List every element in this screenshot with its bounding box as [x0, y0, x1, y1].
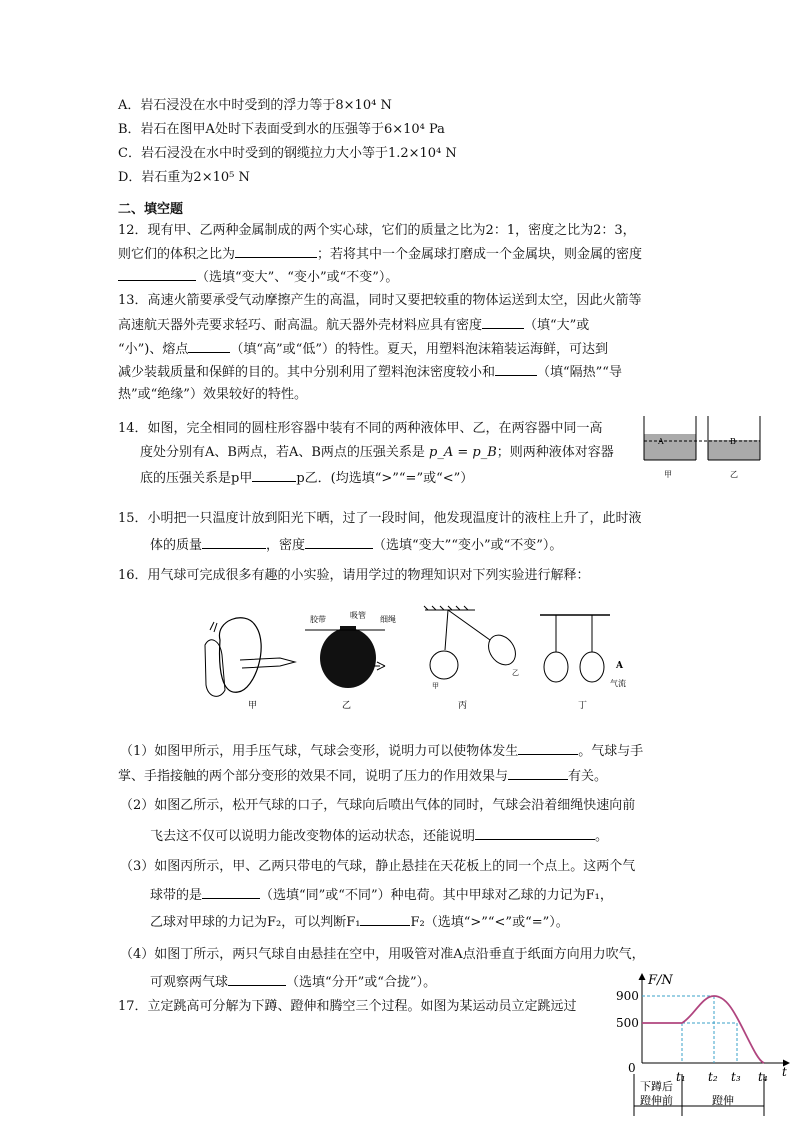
- graph-origin: 0: [628, 1061, 636, 1075]
- graph-phase2: 蹬伸: [712, 1094, 734, 1107]
- graph-y900: 900: [616, 989, 639, 1003]
- q12-line1: 12．现有甲、乙两种金属制成的两个实心球，它们的质量之比为2：1，密度之比为2：3，: [118, 223, 636, 238]
- q14-line1: 14．如图，完全相同的圆柱形容器中装有不同的两种液体甲、乙，在两容器中同一高: [118, 421, 603, 436]
- force-time-graph: [604, 966, 794, 1122]
- q14-line3: 底的压强关系是p甲 p乙．(均选填“>”“=”或“<”）: [140, 471, 474, 486]
- q14-containers-figure: [636, 414, 772, 486]
- fig-tape-label: 胶带: [310, 615, 326, 624]
- choice-b: B．岩石在图甲A处时下表面受到水的压强等于6×10⁴ Pa: [118, 122, 445, 137]
- fig-ball-jia-label: 甲: [432, 682, 439, 690]
- q16-p3-line2: 球带的是 （选填“同”或“不同”）种电荷。其中甲球对乙球的力记为F₁，: [150, 888, 613, 903]
- q16-p4-line2: 可观察两气球 （选填“分开”或“合拢”）。: [150, 975, 437, 990]
- q15-line2: 体的质量 ，密度 （选填“变大”“变小”或“不变”）。: [150, 538, 563, 553]
- fig-jia-label: 甲: [248, 701, 258, 711]
- container-yi-label: 乙: [730, 470, 738, 479]
- fig-yi-label: 乙: [342, 701, 352, 711]
- q16-p1-line2: 掌、手指接触的两个部分变形的效果不同，说明了压力的作用效果与 有关。: [118, 769, 608, 784]
- choice-c: C．岩石浸没在水中时受到的钢缆拉力大小等于1.2×10⁴ N: [118, 146, 457, 161]
- q12-line2: 则它们的体积之比为 ；若将其中一个金属球打磨成一个金属块，则金属的密度: [118, 247, 643, 262]
- graph-t2: t₂: [708, 1070, 718, 1084]
- q16-p2-line2: 飞去这不仅可以说明力能改变物体的运动状态，还能说明 。: [150, 829, 609, 844]
- fig-bing-label: 丙: [458, 701, 468, 711]
- choice-a: A．岩石浸没在水中时受到的浮力等于8×10⁴ N: [118, 98, 392, 113]
- graph-t4: t₄: [758, 1070, 768, 1084]
- q12-line3: （选填“变大”、“变小”或“不变”）。: [118, 268, 398, 287]
- fig-ding-label: 丁: [578, 701, 588, 711]
- q16-balloons-figure: [200, 600, 640, 720]
- graph-phase1b: 蹬伸前: [640, 1094, 673, 1107]
- container-jia-label: 甲: [664, 470, 672, 479]
- q16-p2-line1: （2）如图乙所示，松开气球的口子，气球向后喷出气体的同时，气球会沿着细绳快速向前: [120, 798, 636, 813]
- q16-p3-line3: 乙球对甲球的力记为F₂，可以判断F₁ F₂（选填“>”“<”或“=”）。: [150, 915, 569, 930]
- fig-straw-label: 吸管: [350, 611, 366, 620]
- point-b-label: B: [730, 437, 736, 446]
- choice-d: D．岩石重为2×10⁵ N: [118, 170, 250, 185]
- q16-p4-line1: （4）如图丁所示，两只气球自由悬挂在空中，用吸管对准A点沿垂直于纸面方向用力吹气，: [120, 947, 645, 962]
- point-a-label: A: [658, 437, 664, 446]
- graph-y500: 500: [616, 1016, 639, 1030]
- graph-ylabel: F/N: [648, 973, 673, 988]
- fig-airflow-label: 气流: [610, 679, 626, 688]
- q15-line1: 15．小明把一只温度计放到阳光下晒，过了一段时间，他发现温度计的液柱上升了，此时液: [118, 511, 642, 526]
- q14-line2: 度处分别有A、B两点，若A、B两点的压强关系是 p_A = p_B；则两种液体对容器: [140, 445, 614, 460]
- section-title: 二、填空题: [118, 202, 184, 217]
- graph-phase1a: 下蹲后: [640, 1080, 673, 1093]
- q13-line1: 13．高速火箭要承受气动摩擦产生的高温，同时又要把较重的物体运送到太空，因此火箭等: [118, 293, 642, 308]
- graph-t3: t₃: [731, 1070, 741, 1084]
- q16-p3-line1: （3）如图丙所示，甲、乙两只带电的气球，静止悬挂在天花板上的同一个点上。这两个气: [120, 859, 636, 874]
- q13-line4: 减少装载质量和保鲜的目的。其中分别利用了塑料泡沫密度较小和 （填“隔热”“导: [118, 365, 622, 380]
- q17-line1: 17．立定跳高可分解为下蹲、蹬伸和腾空三个过程。如图为某运动员立定跳远过: [118, 999, 577, 1014]
- force-curve: [642, 996, 764, 1063]
- q13-line3: “小”)、熔点 （填“高”或“低”）的特性。夏天，用塑料泡沫箱装运海鲜，可达到: [118, 342, 608, 357]
- graph-t1: t₁: [676, 1070, 686, 1084]
- fig-point-a-label: A: [616, 661, 623, 671]
- fig-ball-yi-label: 乙: [512, 669, 519, 677]
- fig-string-label: 细绳: [380, 615, 396, 624]
- q16-p1-line1: （1）如图甲所示，用手压气球，气球会变形，说明力可以使物体发生 。气球与手: [120, 744, 644, 759]
- q16-line1: 16．用气球可完成很多有趣的小实验，请用学过的物理知识对下列实验进行解释：: [118, 568, 590, 583]
- q13-line2: 高速航天器外壳要求轻巧、耐高温。航天器外壳材料应具有密度 （填“大”或: [118, 318, 590, 333]
- q13-line5: 热”或“绝缘”）效果较好的特性。: [118, 387, 307, 402]
- graph-t: t: [782, 1065, 787, 1079]
